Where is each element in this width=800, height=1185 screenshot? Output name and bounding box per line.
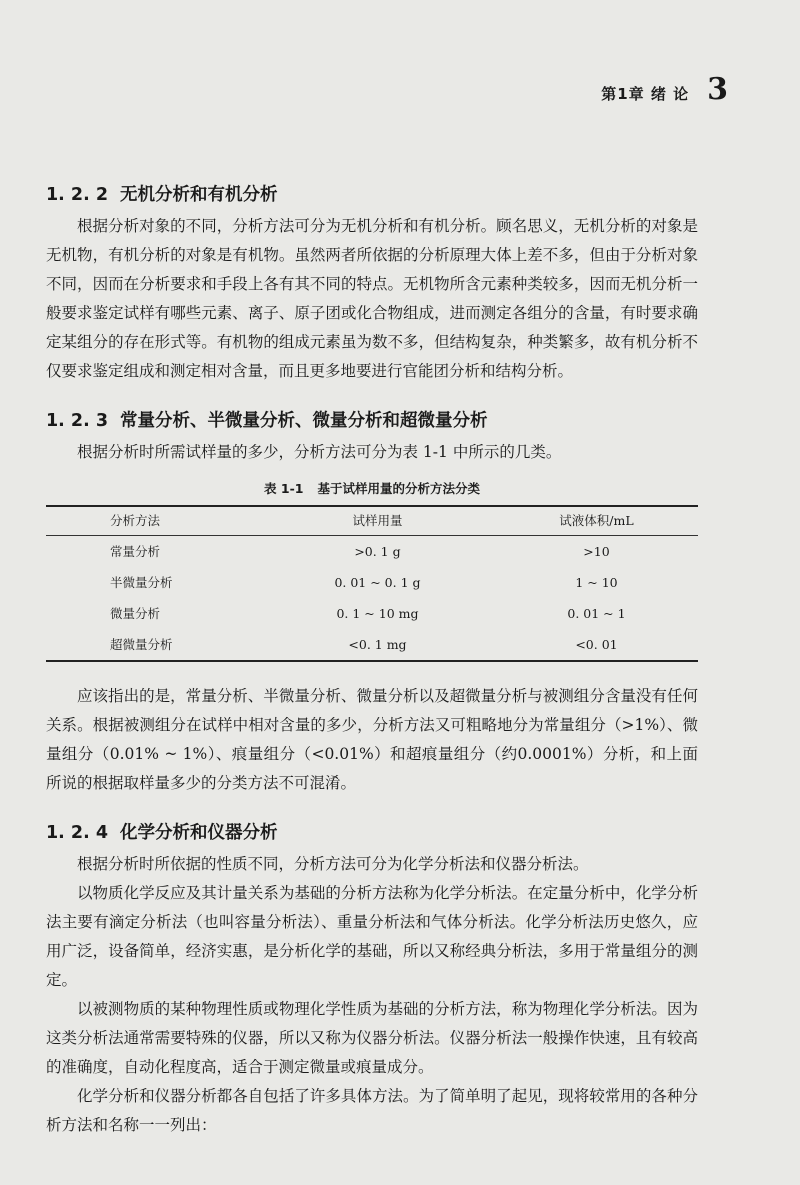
section-title: 化学分析和仪器分析 (120, 823, 278, 843)
page-content (46, 180, 698, 1140)
table-row (46, 536, 698, 568)
table-cell: <0. 01 (575, 637, 618, 652)
table-cell: 0. 1 ~ 10 mg (336, 606, 419, 621)
table-cell: 超微量分析 (110, 637, 173, 652)
section-title: 无机分析和有机分析 (120, 185, 278, 205)
section-heading-1-2-3 (46, 406, 698, 436)
section-title: 常量分析、半微量分析、微量分析和超微量分析 (120, 411, 488, 431)
table-row (46, 629, 698, 661)
table-cell: >10 (583, 544, 610, 559)
table-header-cell: 分析方法 (46, 506, 260, 536)
table-cell: 1 ~ 10 (575, 575, 618, 590)
running-header (601, 72, 728, 107)
paragraph: 根据分析对象的不同，分析方法可分为无机分析和有机分析。顾名思义，无机分析的对象是无机物，有机分析的对象是有机物。虽然两者所依据的分析原理大体上差不多，但由于分析对象不同，因而在分析要求和手段上各有其不同的特点。无机物所含元素种类较多，因而无机分析一般要求鉴定试样有哪些元素、离子、原子团或化合物组成，进而测定各组分的含量，有时要求确定某组分的存在形式等。有机物的组成元素虽为数不多，但结构复杂，种类繁多，故有机分析不仅要求鉴定组成和测定相对含量，而且更多地要进行官能团分析和结构分析。 (46, 217, 698, 380)
paragraph: 应该指出的是，常量分析、半微量分析、微量分析以及超微量分析与被测组分含量没有任何关系。根据被测组分在试样中相对含量的多少，分析方法又可粗略地分为常量组分（>1%）、微量组分（0.01% ~ 1%）、痕量组分（<0.01%）和超痕量组分（约0.0001%）分析，和上面所说的根据取样量多少的分类方法不可混淆。 (46, 687, 698, 792)
table-header-cell: 试液体积/mL (495, 506, 698, 536)
page-number: 3 (707, 72, 728, 107)
table-row (46, 598, 698, 629)
table-caption (46, 479, 698, 499)
table-cell: >0. 1 g (354, 544, 401, 559)
table-header-cell: 试样用量 (260, 506, 495, 536)
section-heading-1-2-4 (46, 818, 698, 848)
table-cell: 常量分析 (110, 544, 161, 559)
table-cell: <0. 1 mg (348, 637, 407, 652)
table-cell: 微量分析 (110, 606, 161, 621)
paragraph: 根据分析时所依据的性质不同，分析方法可分为化学分析法和仪器分析法。 (77, 855, 589, 873)
table-title: 基于试样用量的分析方法分类 (317, 481, 480, 496)
table-header-row (46, 506, 698, 536)
sample-size-table (46, 505, 698, 662)
table-number: 表 1-1 (264, 481, 304, 496)
paragraph: 以被测物质的某种物理性质或物理化学性质为基础的分析方法，称为物理化学分析法。因为这类分析法通常需要特殊的仪器，所以又称为仪器分析法。仪器分析法一般操作快速，且有较高的准确度，自动化程度高，适合于测定微量或痕量成分。 (46, 1000, 698, 1076)
section-number: 1. 2. 3 (46, 411, 109, 431)
section-number: 1. 2. 4 (46, 823, 109, 843)
section-heading-1-2-2 (46, 180, 698, 210)
section-number: 1. 2. 2 (46, 185, 109, 205)
paragraph: 以物质化学反应及其计量关系为基础的分析方法称为化学分析法。在定量分析中，化学分析法主要有滴定分析法（也叫容量分析法）、重量分析法和气体分析法。化学分析法历史悠久，应用广泛，设备简单，经济实惠，是分析化学的基础，所以又称经典分析法，多用于常量组分的测定。 (46, 884, 698, 989)
paragraph: 根据分析时所需试样量的多少，分析方法可分为表 1-1 中所示的几类。 (77, 443, 562, 461)
paragraph: 化学分析和仪器分析都各自包括了许多具体方法。为了简单明了起见，现将较常用的各种分析方法和名称一一列出： (46, 1087, 698, 1134)
table-row (46, 567, 698, 598)
table-cell: 半微量分析 (110, 575, 173, 590)
table-cell: 0. 01 ~ 1 (567, 606, 626, 621)
table-cell: 0. 01 ~ 0. 1 g (334, 575, 421, 590)
chapter-label: 第1章 绪 论 (601, 85, 690, 103)
